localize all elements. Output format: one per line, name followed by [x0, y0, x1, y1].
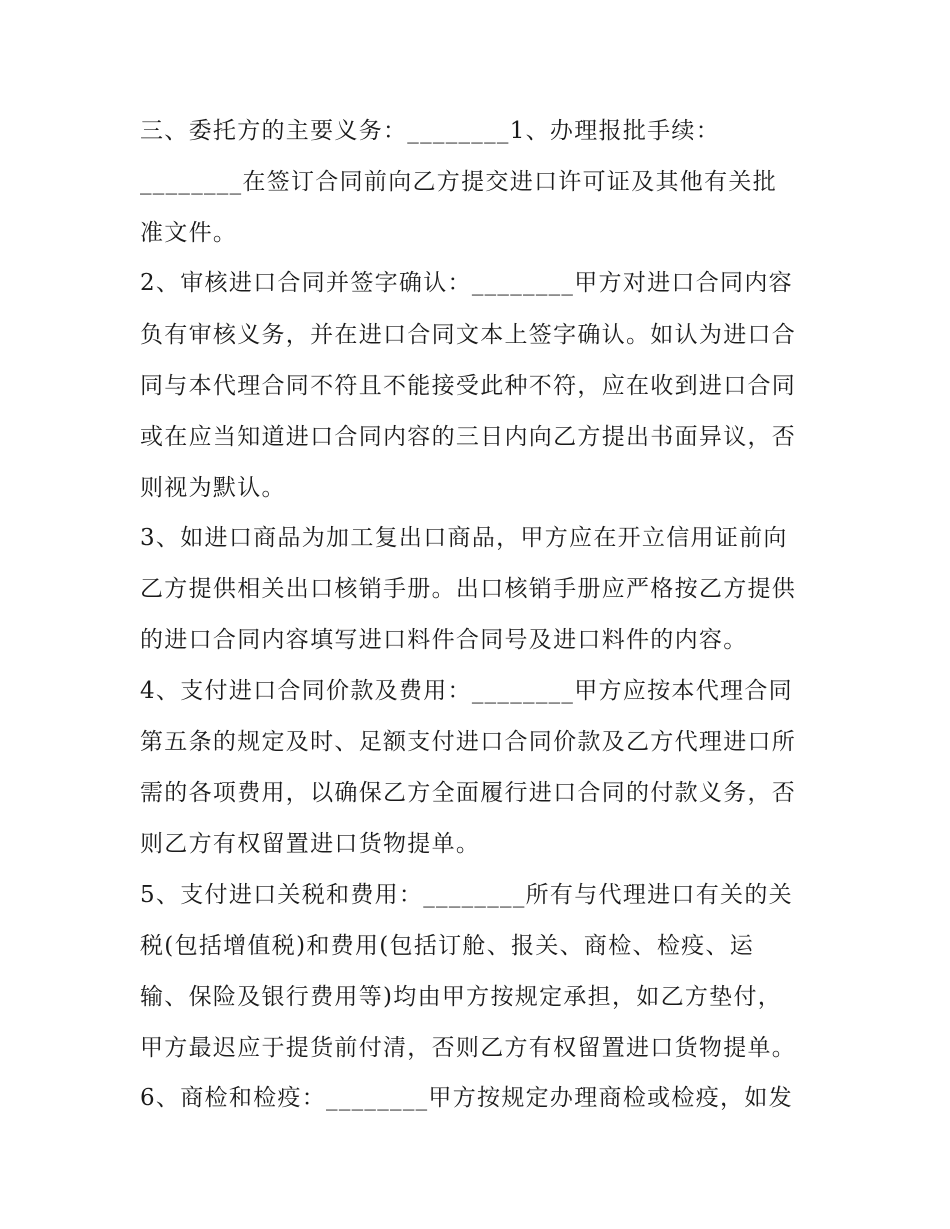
- text-line: 6、商检和检疫：________甲方按规定办理商检或检疫，如发: [140, 1085, 793, 1111]
- text-line: 2、审核进口合同并签字确认：________甲方对进口合同内容: [140, 270, 793, 296]
- text-line: 的进口合同内容填写进口料件合同号及进口料件的内容。: [140, 627, 748, 653]
- text-line: ________在签订合同前向乙方提交进口许可证及其他有关批: [140, 169, 777, 195]
- text-line: 3、如进口商品为加工复出口商品，甲方应在开立信用证前向: [140, 525, 788, 551]
- text-line: 4、支付进口合同价款及费用：________甲方应按本代理合同: [140, 678, 793, 704]
- text-line: 乙方提供相关出口核销手册。出口核销手册应严格按乙方提供: [140, 576, 797, 602]
- text-line: 则视为默认。: [140, 475, 286, 501]
- text-line: 同与本代理合同不符且不能接受此种不符，应在收到进口合同: [140, 373, 797, 399]
- text-line: 或在应当知道进口合同内容的三日内向乙方提出书面异议，否: [140, 424, 797, 450]
- text-line: 需的各项费用，以确保乙方全面履行进口合同的付款义务，否: [140, 780, 797, 806]
- text-line: 甲方最迟应于提货前付清，否则乙方有权留置进口货物提单。: [140, 1035, 797, 1061]
- text-line: 准文件。: [140, 220, 238, 246]
- text-line: 第五条的规定及时、足额支付进口合同价款及乙方代理进口所: [140, 729, 797, 755]
- text-line: 5、支付进口关税和费用：________所有与代理进口有关的关: [140, 882, 793, 908]
- text-line: 负有审核义务，并在进口合同文本上签字确认。如认为进口合: [140, 322, 797, 348]
- text-line: 税(包括增值税)和费用(包括订舱、报关、商检、检疫、运: [140, 933, 755, 959]
- text-line: 输、保险及银行费用等)均由甲方按规定承担，如乙方垫付，: [140, 984, 783, 1010]
- text-line: 则乙方有权留置进口货物提单。: [140, 831, 481, 857]
- text-line: 三、委托方的主要义务：________1、办理报批手续：: [140, 118, 721, 144]
